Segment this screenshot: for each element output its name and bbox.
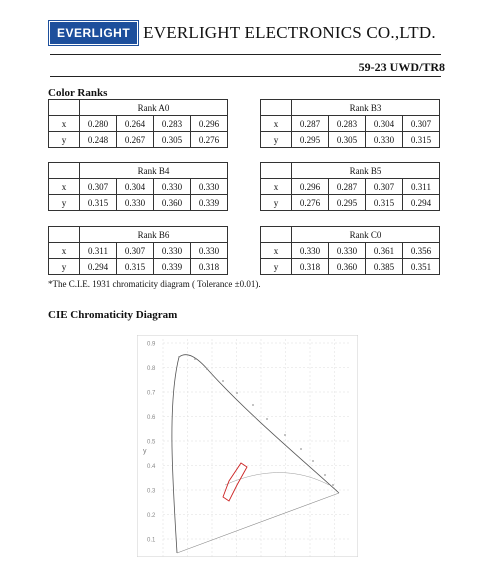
y-value: 0.330 [117, 195, 154, 211]
y-value: 0.330 [366, 132, 403, 148]
wavelength-tick [236, 392, 238, 394]
part-number: 59-23 UWD/TR8 [358, 60, 445, 74]
y-axis-label: y [143, 448, 147, 455]
cie-diagram-canvas [137, 335, 358, 557]
x-value: 0.287 [292, 116, 329, 132]
y-tick-label: 0.7 [147, 390, 156, 397]
x-value: 0.361 [366, 243, 403, 259]
x-value: 0.330 [292, 243, 329, 259]
x-value: 0.280 [80, 116, 117, 132]
x-value: 0.330 [191, 179, 228, 195]
rank-name: Rank B4 [80, 163, 228, 179]
wavelength-tick [206, 368, 208, 370]
row-label-y: y [49, 195, 80, 211]
color-ranks-title: Color Ranks [48, 87, 108, 99]
x-value: 0.296 [292, 179, 329, 195]
y-value: 0.318 [292, 259, 329, 275]
wavelength-tick [222, 380, 224, 382]
wavelength-tick [266, 418, 268, 420]
x-value: 0.330 [329, 243, 366, 259]
rank-table-c0 [260, 226, 440, 275]
y-value: 0.294 [80, 259, 117, 275]
y-tick-label: 0.9 [147, 341, 156, 348]
wavelength-tick [178, 356, 180, 358]
header-rule [50, 54, 441, 55]
y-tick-label: 0.2 [147, 513, 156, 519]
wavelength-tick [194, 358, 196, 360]
tolerance-note: *The C.I.E. 1931 chromaticity diagram ( Tolerance ±0.01). [48, 279, 261, 289]
y-value: 0.315 [403, 132, 440, 148]
x-value: 0.356 [403, 243, 440, 259]
x-value: 0.307 [403, 116, 440, 132]
x-value: 0.304 [366, 116, 403, 132]
y-value: 0.360 [154, 195, 191, 211]
y-value: 0.276 [191, 132, 228, 148]
y-value: 0.315 [366, 195, 403, 211]
cie-diagram [137, 335, 358, 557]
x-value: 0.330 [191, 243, 228, 259]
row-label-y: y [261, 195, 292, 211]
x-value: 0.304 [117, 179, 154, 195]
y-value: 0.318 [191, 259, 228, 275]
y-value: 0.315 [117, 259, 154, 275]
y-value: 0.294 [403, 195, 440, 211]
document-header [50, 22, 440, 44]
y-value: 0.276 [292, 195, 329, 211]
y-tick-label: 0.3 [147, 488, 156, 495]
row-label-y: y [261, 259, 292, 275]
wavelength-tick [284, 434, 286, 436]
y-value: 0.295 [292, 132, 329, 148]
wavelength-tick [312, 460, 314, 462]
y-value: 0.295 [329, 195, 366, 211]
x-value: 0.330 [154, 243, 191, 259]
x-value: 0.283 [154, 116, 191, 132]
rank-name: Rank B3 [292, 100, 440, 116]
rank-table-b6 [48, 226, 228, 275]
x-value: 0.311 [80, 243, 117, 259]
rank-name: Rank A0 [80, 100, 228, 116]
rank-table-a0 [48, 99, 228, 148]
y-value: 0.305 [329, 132, 366, 148]
y-value: 0.360 [329, 259, 366, 275]
y-value: 0.267 [117, 132, 154, 148]
y-value: 0.305 [154, 132, 191, 148]
rank-table-b5 [260, 162, 440, 211]
y-value: 0.351 [403, 259, 440, 275]
y-value: 0.315 [80, 195, 117, 211]
x-value: 0.307 [366, 179, 403, 195]
row-label-x: x [49, 179, 80, 195]
y-tick-label: 0.8 [147, 366, 156, 372]
y-value: 0.385 [366, 259, 403, 275]
x-value: 0.287 [329, 179, 366, 195]
row-label-x: x [49, 243, 80, 259]
row-label-x: x [261, 243, 292, 259]
row-label-y: y [261, 132, 292, 148]
y-tick-labels [147, 342, 156, 544]
x-value: 0.311 [403, 179, 440, 195]
x-value: 0.307 [80, 179, 117, 195]
rank-table-b3 [260, 99, 440, 148]
rank-table-b4 [48, 162, 228, 211]
y-tick-label: 0.5 [147, 439, 156, 446]
rank-name: Rank C0 [292, 227, 440, 243]
company-logo: EVERLIGHT [50, 22, 137, 44]
row-label-y: y [49, 259, 80, 275]
y-tick-label: 0.1 [147, 537, 156, 544]
x-value: 0.264 [117, 116, 154, 132]
rank-name: Rank B6 [80, 227, 228, 243]
part-number-rule [50, 76, 441, 77]
y-value: 0.339 [154, 259, 191, 275]
diagram-border [137, 335, 358, 557]
x-value: 0.307 [117, 243, 154, 259]
wavelength-tick [300, 448, 302, 450]
row-label-y: y [49, 132, 80, 148]
x-value: 0.283 [329, 116, 366, 132]
x-value: 0.330 [154, 179, 191, 195]
y-tick-label: 0.4 [147, 464, 156, 470]
y-tick-label: 0.6 [147, 415, 156, 421]
company-name: EVERLIGHT ELECTRONICS CO.,LTD. [143, 23, 436, 42]
wavelength-tick [324, 474, 326, 476]
x-value: 0.296 [191, 116, 228, 132]
row-label-x: x [261, 179, 292, 195]
wavelength-tick [252, 404, 254, 406]
y-value: 0.339 [191, 195, 228, 211]
row-label-x: x [49, 116, 80, 132]
y-value: 0.248 [80, 132, 117, 148]
rank-name: Rank B5 [292, 163, 440, 179]
wavelength-tick [332, 484, 334, 486]
cie-title: CIE Chromaticity Diagram [48, 309, 178, 321]
row-label-x: x [261, 116, 292, 132]
